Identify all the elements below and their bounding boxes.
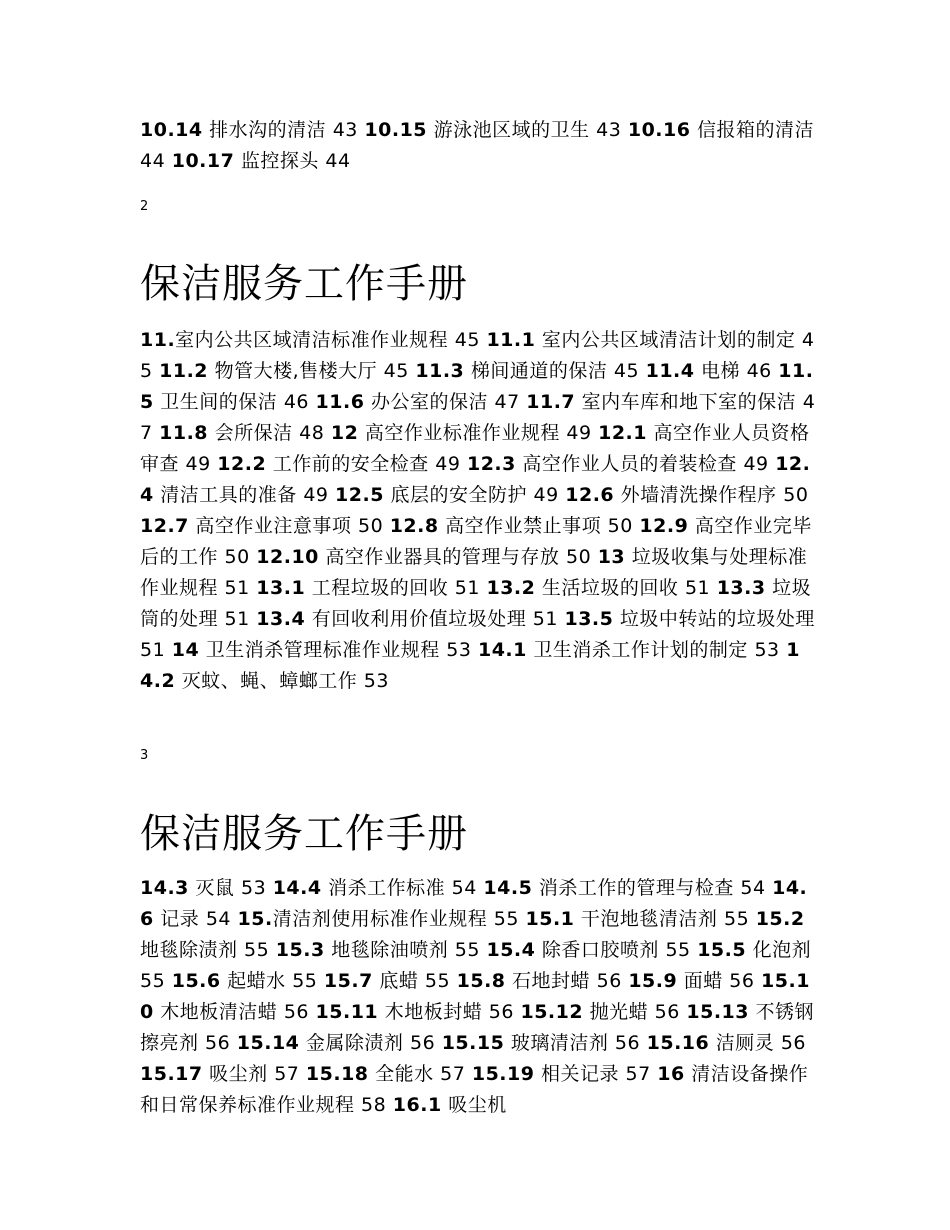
toc-entry-page: 54 xyxy=(733,877,773,899)
toc-entry-title: 吸尘剂 xyxy=(202,1063,268,1085)
toc-entry-page: 55 xyxy=(717,908,756,930)
toc-entry-title: 会所保洁 xyxy=(208,422,293,444)
toc-entry-page: 57 xyxy=(267,1063,306,1085)
toc-entry-title: 相关记录 xyxy=(534,1063,619,1085)
toc-entry-page: 55 xyxy=(487,908,526,930)
toc-entry-page: 55 xyxy=(237,939,276,961)
toc-entry-page: 46 xyxy=(740,360,779,382)
toc-entry-page: 57 xyxy=(433,1063,472,1085)
toc-entry-number: 10.17 xyxy=(171,150,235,172)
toc-entry-title: 不锈钢擦亮剂 xyxy=(140,1001,815,1054)
toc-entry-page: 43 xyxy=(589,119,628,141)
toc-entry-page: 54 xyxy=(445,877,484,899)
toc-entry-page: 55 xyxy=(140,970,172,992)
toc-entry-number: 10.16 xyxy=(627,119,691,141)
toc-entry-title: 高空作业禁止事项 xyxy=(438,515,602,537)
toc-entry-page: 45 xyxy=(140,329,815,382)
toc-entry-title: 监控探头 xyxy=(234,150,319,172)
page-title-2: 保洁服务工作手册 xyxy=(140,261,468,307)
toc-entry-number: 15.8 xyxy=(456,970,506,992)
toc-paragraph-3 xyxy=(140,873,820,1121)
toc-entry-number: 12.10 xyxy=(256,546,319,568)
toc-entry-number: 12.3 xyxy=(466,453,516,475)
toc-entry-number: 16 xyxy=(657,1063,685,1085)
toc-entry-title: 化泡剂 xyxy=(746,939,812,961)
toc-entry-page: 45 xyxy=(607,360,646,382)
toc-entry-title: 垃圾筒的处理 xyxy=(140,577,812,630)
toc-entry-title: 清洁工具的准备 xyxy=(153,484,297,506)
toc-entry-title: 高空作业标准作业规程 xyxy=(358,422,560,444)
toc-entry-page: 55 xyxy=(285,970,324,992)
toc-entry-title: 地毯除油喷剂 xyxy=(324,939,449,961)
toc-entry-title: 工程垃圾的回收 xyxy=(305,577,449,599)
toc-entry-number: 15.15 xyxy=(441,1032,505,1054)
toc-entry-title: 起蜡水 xyxy=(220,970,286,992)
toc-entry-title: 灭蚊、蝇、蟑螂工作 xyxy=(175,670,358,692)
toc-entry-page: 50 xyxy=(559,546,598,568)
toc-entry-title: 清洁设备操作和日常保养标准作业规程 xyxy=(140,1063,809,1116)
toc-entry-number: 14.1 xyxy=(477,639,527,661)
toc-entry-number: 14.6 xyxy=(140,877,808,930)
toc-entry-page: 49 xyxy=(428,453,467,475)
toc-entry-number: 11. xyxy=(140,329,176,351)
toc-paragraph-1 xyxy=(140,115,820,177)
toc-entry-page: 51 xyxy=(448,577,487,599)
toc-entry-title: 卫生消杀工作计划的制定 xyxy=(526,639,748,661)
toc-entry-title: 除香口胶喷剂 xyxy=(535,939,659,961)
toc-entry-title: 高空作业人员资格审查 xyxy=(140,422,810,475)
toc-entry-title: 全能水 xyxy=(368,1063,434,1085)
toc-entry-page: 54 xyxy=(199,908,238,930)
toc-entry-page: 55 xyxy=(448,939,487,961)
toc-entry-number: 16.1 xyxy=(392,1094,442,1116)
toc-entry-title: 玻璃清洁剂 xyxy=(504,1032,609,1054)
toc-entry-page: 49 xyxy=(179,453,218,475)
toc-entry-number: 14.3 xyxy=(140,877,189,899)
toc-entry-title: 面蜡 xyxy=(677,970,723,992)
toc-entry-number: 15.4 xyxy=(486,939,536,961)
toc-entry-number: 12.5 xyxy=(335,484,384,506)
toc-entry-title: 底蜡 xyxy=(372,970,419,992)
toc-entry-title: 木地板封蜡 xyxy=(378,1001,483,1023)
toc-entry-title: 垃圾中转站的垃圾处理 xyxy=(613,608,815,630)
toc-entry-title: 卫生消杀管理标准作业规程 xyxy=(199,639,440,661)
toc-entry-number: 11.3 xyxy=(415,360,465,382)
toc-entry-page: 45 xyxy=(377,360,416,382)
toc-entry-title: 高空作业完毕后的工作 xyxy=(140,515,812,568)
toc-entry-number: 15.10 xyxy=(140,970,810,1023)
toc-entry-title: 地毯除渍剂 xyxy=(140,939,238,961)
toc-entry-number: 15.12 xyxy=(520,1001,584,1023)
toc-entry-number: 13.4 xyxy=(256,608,306,630)
page-number-3: 3 xyxy=(140,748,149,763)
toc-entry-page: 43 xyxy=(326,119,365,141)
toc-entry-title: 外墙清洗操作程序 xyxy=(614,484,777,506)
toc-entry-title: 信报箱的清洁 xyxy=(690,119,814,141)
toc-entry-page: 51 xyxy=(140,639,172,661)
toc-entry-page: 45 xyxy=(448,329,487,351)
toc-entry-page: 47 xyxy=(140,391,816,444)
toc-entry-title: 工作前的安全检查 xyxy=(266,453,429,475)
toc-entry-title: 石地封蜡 xyxy=(505,970,591,992)
toc-entry-number: 10.14 xyxy=(140,119,203,141)
toc-entry-title: 金属除渍剂 xyxy=(299,1032,404,1054)
toc-entry-number: 13 xyxy=(597,546,626,568)
toc-entry-page: 56 xyxy=(722,970,762,992)
toc-entry-page: 49 xyxy=(559,422,599,444)
toc-entry-number: 15.7 xyxy=(323,970,373,992)
toc-entry-title: 消杀工作的管理与检查 xyxy=(532,877,734,899)
toc-entry-page: 50 xyxy=(218,546,257,568)
toc-entry-title: 有回收利用价值垃圾处理 xyxy=(305,608,527,630)
toc-entry-number: 11.1 xyxy=(486,329,536,351)
toc-entry-page: 46 xyxy=(277,391,316,413)
toc-entry-page: 56 xyxy=(648,1001,687,1023)
toc-entry-number: 12.6 xyxy=(565,484,615,506)
toc-entry-title: 室内车库和地下室的保洁 xyxy=(575,391,797,413)
toc-entry-page: 55 xyxy=(658,939,698,961)
toc-entry-page: 48 xyxy=(292,422,331,444)
toc-entry-title: 高空作业器具的管理与存放 xyxy=(318,546,560,568)
toc-entry-number: 13.5 xyxy=(564,608,614,630)
toc-entry-title: 办公室的保洁 xyxy=(364,391,488,413)
toc-entry-number: 12.4 xyxy=(140,453,811,506)
toc-entry-number: 15.11 xyxy=(315,1001,379,1023)
toc-entry-number: 15.9 xyxy=(628,970,678,992)
toc-entry-page: 44 xyxy=(140,150,172,172)
toc-entry-number: 12.1 xyxy=(598,422,647,444)
toc-entry-number: 11.6 xyxy=(315,391,365,413)
toc-entry-page: 53 xyxy=(357,670,389,692)
toc-entry-number: 12.9 xyxy=(639,515,689,537)
page-number-2: 2 xyxy=(140,199,149,214)
toc-entry-page: 56 xyxy=(774,1032,806,1054)
toc-entry-title: 高空作业注意事项 xyxy=(188,515,352,537)
toc-entry-number: 10.15 xyxy=(364,119,428,141)
toc-entry-number: 15.19 xyxy=(471,1063,535,1085)
toc-entry-page: 44 xyxy=(318,150,351,172)
page-title-3: 保洁服务工作手册 xyxy=(140,811,468,857)
toc-entry-number: 15. xyxy=(237,908,273,930)
toc-entry-number: 14.2 xyxy=(140,639,800,692)
toc-entry-page: 56 xyxy=(403,1032,442,1054)
toc-entry-number: 14 xyxy=(171,639,200,661)
toc-entry-number: 15.5 xyxy=(697,939,747,961)
toc-entry-page: 56 xyxy=(277,1001,316,1023)
toc-entry-number: 15.18 xyxy=(305,1063,369,1085)
toc-entry-number: 15.17 xyxy=(140,1063,203,1085)
toc-entry-page: 56 xyxy=(482,1001,521,1023)
toc-entry-page: 51 xyxy=(218,608,257,630)
toc-entry-page: 55 xyxy=(418,970,457,992)
toc-entry-title: 梯间通道的保洁 xyxy=(464,360,608,382)
toc-entry-page: 58 xyxy=(354,1094,393,1116)
toc-entry-title: 卫生间的保洁 xyxy=(153,391,278,413)
toc-entry-number: 14.5 xyxy=(483,877,533,899)
toc-entry-number: 11.8 xyxy=(159,422,209,444)
toc-entry-page: 51 xyxy=(526,608,565,630)
toc-entry-title: 室内公共区域清洁计划的制定 xyxy=(535,329,796,351)
toc-entry-number: 11.2 xyxy=(159,360,209,382)
toc-entry-title: 游泳池区域的卫生 xyxy=(427,119,590,141)
toc-entry-title: 吸尘机 xyxy=(441,1094,507,1116)
toc-entry-title: 物管大楼,售楼大厅 xyxy=(208,360,378,382)
toc-entry-page: 50 xyxy=(601,515,640,537)
toc-entry-number: 15.1 xyxy=(525,908,575,930)
toc-entry-title: 洁厕灵 xyxy=(709,1032,775,1054)
toc-entry-page: 50 xyxy=(776,484,809,506)
toc-entry-page: 51 xyxy=(218,577,257,599)
toc-entry-page: 49 xyxy=(296,484,336,506)
toc-entry-number: 15.3 xyxy=(275,939,325,961)
toc-entry-title: 灭鼠 xyxy=(188,877,235,899)
toc-entry-page: 57 xyxy=(619,1063,658,1085)
toc-entry-title: 消杀工作标准 xyxy=(321,877,446,899)
toc-entry-title: 生活垃圾的回收 xyxy=(535,577,679,599)
toc-entry-number: 11.4 xyxy=(645,360,695,382)
toc-entry-number: 15.14 xyxy=(236,1032,300,1054)
toc-entry-page: 49 xyxy=(526,484,566,506)
toc-entry-title: 记录 xyxy=(153,908,200,930)
toc-entry-title: 排水沟的清洁 xyxy=(202,119,327,141)
toc-entry-number: 12.8 xyxy=(389,515,439,537)
toc-entry-number: 15.6 xyxy=(171,970,221,992)
toc-entry-number: 12 xyxy=(330,422,359,444)
toc-entry-number: 13.2 xyxy=(486,577,536,599)
toc-entry-number: 14.4 xyxy=(272,877,322,899)
toc-entry-number: 15.13 xyxy=(686,1001,749,1023)
toc-entry-title: 高空作业人员的着装检查 xyxy=(515,453,737,475)
toc-entry-number: 15.2 xyxy=(755,908,805,930)
toc-entry-title: 室内公共区域清洁标准作业规程 xyxy=(175,329,449,351)
toc-entry-title: 底层的安全防护 xyxy=(383,484,527,506)
toc-entry-title: 抛光蜡 xyxy=(583,1001,649,1023)
toc-entry-title: 电梯 xyxy=(694,360,741,382)
toc-entry-page: 50 xyxy=(351,515,390,537)
toc-entry-page: 49 xyxy=(736,453,776,475)
toc-paragraph-2 xyxy=(140,325,820,697)
toc-entry-number: 13.1 xyxy=(256,577,306,599)
toc-entry-page: 51 xyxy=(678,577,717,599)
toc-entry-title: 清洁剂使用标准作业规程 xyxy=(272,908,488,930)
toc-entry-page: 47 xyxy=(487,391,527,413)
toc-entry-page: 56 xyxy=(590,970,629,992)
toc-entry-number: 11.7 xyxy=(526,391,576,413)
toc-entry-title: 垃圾收集与处理标准作业规程 xyxy=(140,546,808,599)
toc-entry-title: 干泡地毯清洁剂 xyxy=(574,908,718,930)
toc-entry-page: 53 xyxy=(747,639,787,661)
toc-entry-number: 12.7 xyxy=(140,515,189,537)
toc-entry-number: 13.3 xyxy=(716,577,766,599)
toc-entry-number: 11.5 xyxy=(140,360,814,413)
toc-entry-page: 53 xyxy=(439,639,478,661)
toc-entry-page: 56 xyxy=(198,1032,237,1054)
toc-entry-title: 木地板清洁蜡 xyxy=(153,1001,278,1023)
toc-entry-page: 53 xyxy=(234,877,273,899)
toc-entry-page: 56 xyxy=(608,1032,647,1054)
toc-entry-number: 12.2 xyxy=(217,453,267,475)
toc-entry-number: 15.16 xyxy=(646,1032,710,1054)
